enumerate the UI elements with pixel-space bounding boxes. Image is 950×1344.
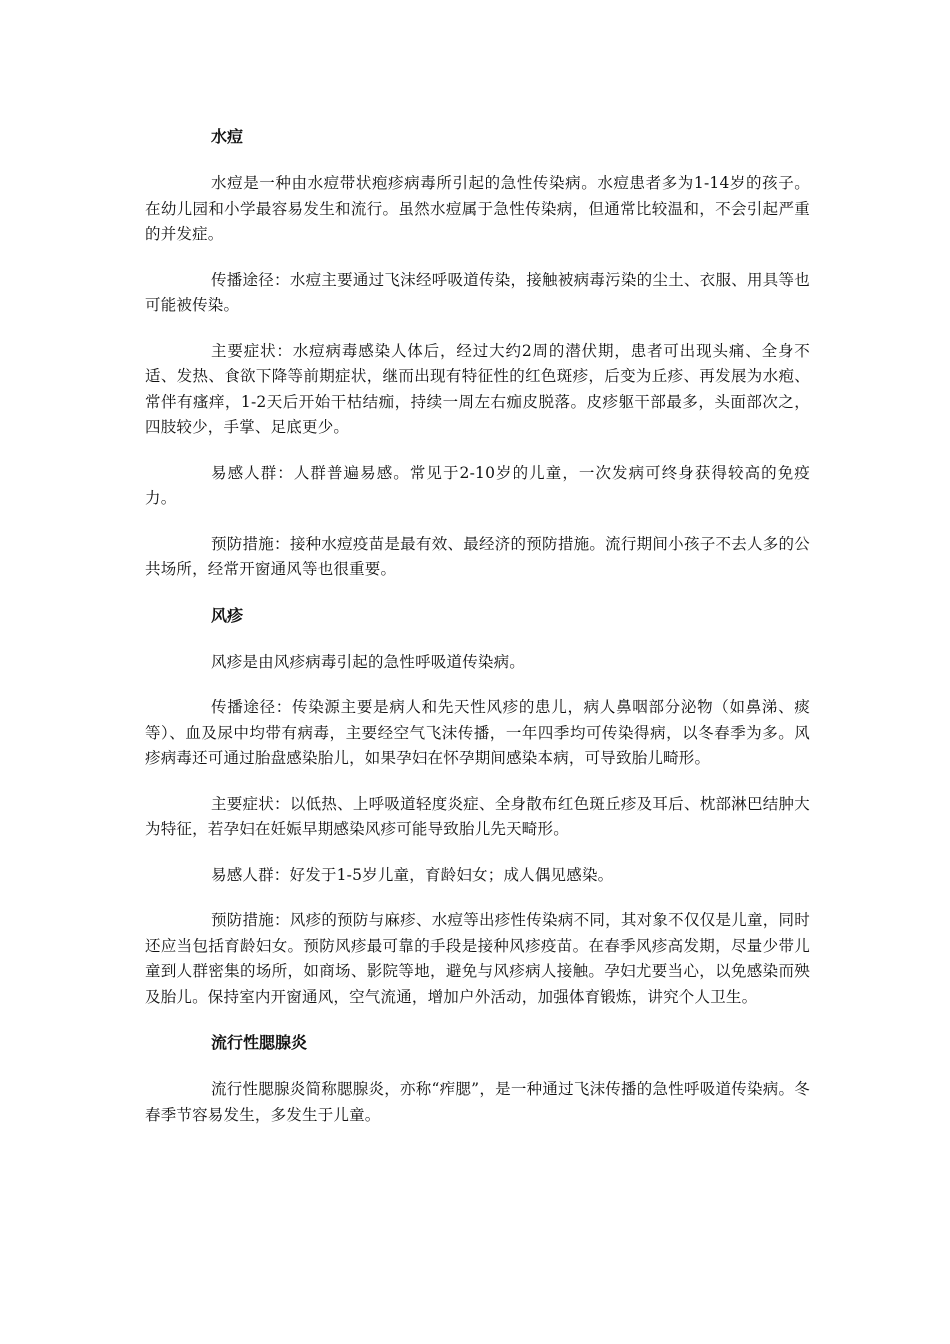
paragraph: 易感人群：人群普遍易感。常见于2-10岁的儿童，一次发病可终身获得较高的免疫力。 [145,463,810,507]
section-mumps [145,1030,810,1128]
paragraph: 主要症状：水痘病毒感染人体后，经过大约2周的潜伏期，患者可出现头痛、全身不适、发热、食欲下降等前期症状，继而出现有特征性的红色斑疹，后变为丘疹、再发展为水疱、常伴有瘙痒，1-2天后开始干枯结痂，持续一周左右痂皮脱落。皮疹躯干部最多，头面部次之，四肢较少，手掌、足底更少。 [145,341,810,436]
paragraph: 预防措施：接种水痘疫苗是最有效、最经济的预防措施。流行期间小孩子不去人多的公共场所，经常开窗通风等也很重要。 [145,534,810,578]
section-rubella [145,603,810,1011]
section-heading: 风疹 [211,605,244,625]
paragraph: 预防措施：风疹的预防与麻疹、水痘等出疹性传染病不同，其对象不仅仅是儿童，同时还应当包括育龄妇女。预防风疹最可靠的手段是接种风疹疫苗。在春季风疹高发期，尽量少带儿童到人群密集的场所，如商场、影院等地，避免与风疹病人接触。孕妇尤要当心，以免感染而殃及胎儿。保持室内开窗通风，空气流通，增加户外活动，加强体育锻炼，讲究个人卫生。 [145,911,810,1006]
paragraph: 主要症状：以低热、上呼吸道轻度炎症、全身散布红色斑丘疹及耳后、枕部淋巴结肿大为特征，若孕妇在妊娠早期感染风疹可能导致胎儿先天畸形。 [145,794,810,838]
paragraph: 传播途径：水痘主要通过飞沫经呼吸道传染，接触被病毒污染的尘土、衣服、用具等也可能被传染。 [145,270,810,314]
paragraph: 易感人群：好发于1-5岁儿童，育龄妇女；成人偶见感染。 [211,865,614,884]
paragraph: 风疹是由风疹病毒引起的急性呼吸道传染病。 [211,652,526,671]
paragraph: 水痘是一种由水痘带状疱疹病毒所引起的急性传染病。水痘患者多为1-14岁的孩子。在幼儿园和小学最容易发生和流行。虽然水痘属于急性传染病，但通常比较温和，不会引起严重的并发症。 [145,174,810,243]
section-heading: 流行性腮腺炎 [211,1033,308,1052]
paragraph: 流行性腮腺炎简称腮腺炎，亦称“痄腮”，是一种通过飞沫传播的急性呼吸道传染病。冬春季节容易发生，多发生于儿童。 [145,1080,810,1124]
section-heading: 水痘 [211,127,244,146]
document-body [145,124,810,1148]
paragraph: 传播途径：传染源主要是病人和先天性风疹的患儿，病人鼻咽部分泌物（如鼻涕、痰等）、血及尿中均带有病毒，主要经空气飞沫传播，一年四季均可传染得病，以冬春季为多。风疹病毒还可通过胎盘感染胎儿，如果孕妇在怀孕期间感染本病，可导致胎儿畸形。 [145,698,810,767]
section-varicella [145,124,810,583]
